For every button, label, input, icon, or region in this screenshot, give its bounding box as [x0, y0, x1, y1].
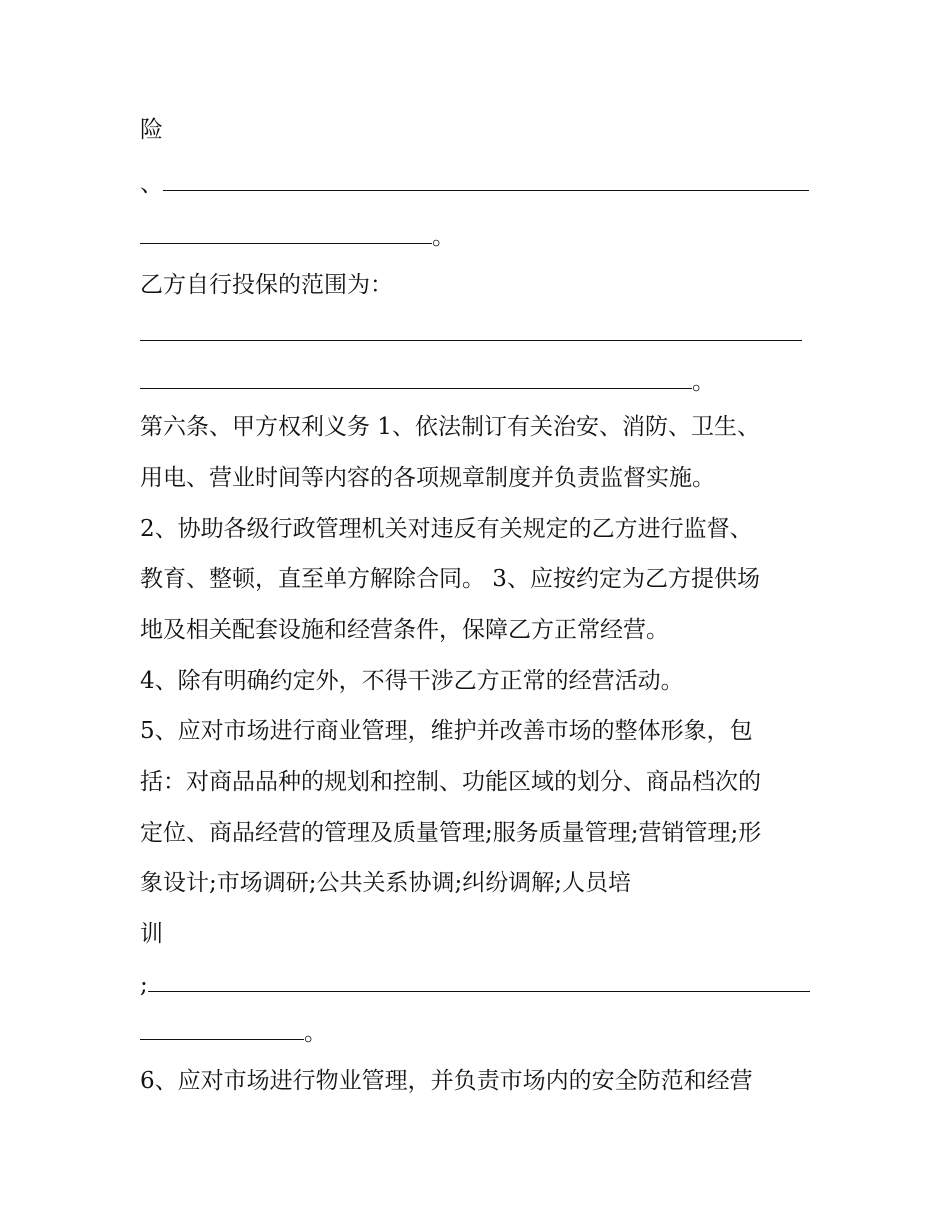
line-text: ; — [140, 972, 148, 998]
line-text: 象设计;市场调研;公共关系协调;纠纷调解;人员培 — [140, 870, 631, 896]
text-line — [140, 564, 760, 594]
blank-underline[interactable] — [140, 318, 802, 341]
text-line — [140, 463, 715, 493]
blank-underline[interactable] — [140, 221, 432, 244]
fill-in-line — [140, 318, 802, 348]
blank-underline[interactable] — [140, 1017, 304, 1040]
line-text: 。 — [432, 224, 455, 250]
text-line — [140, 412, 760, 442]
fill-in-line — [140, 1017, 327, 1047]
line-text: 教育、整顿，直至单方解除合同。 3、应按约定为乙方提供场 — [140, 566, 760, 592]
line-text: 险 — [140, 117, 163, 143]
line-text: 。 — [692, 369, 715, 395]
line-text: 括：对商品品种的规划和控制、功能区域的划分、商品档次的 — [140, 769, 761, 795]
blank-underline[interactable] — [140, 366, 692, 389]
text-line — [140, 767, 761, 797]
blank-underline[interactable] — [163, 168, 809, 191]
line-text: 第六条、甲方权利义务 1、依法制订有关治安、消防、卫生、 — [140, 414, 760, 440]
fill-in-line — [140, 366, 715, 396]
line-text: 4、除有明确约定外，不得干涉乙方正常的经营活动。 — [140, 668, 684, 694]
text-line — [140, 270, 393, 300]
blank-underline[interactable] — [148, 969, 810, 992]
fill-in-line — [140, 168, 809, 198]
text-line — [140, 818, 761, 848]
line-text: 地及相关配套设施和经营条件，保障乙方正常经营。 — [140, 617, 669, 643]
line-text: 乙方自行投保的范围为： — [140, 272, 393, 298]
line-text: 6、应对市场进行物业管理，并负责市场内的安全防范和经营 — [140, 1068, 753, 1094]
text-line — [140, 115, 163, 145]
text-line — [140, 666, 684, 696]
fill-in-line — [140, 221, 455, 251]
text-line — [140, 868, 631, 898]
text-line — [140, 1066, 753, 1096]
line-text: 。 — [304, 1020, 327, 1046]
line-text: 、 — [140, 171, 163, 197]
text-line — [140, 514, 753, 544]
line-text: 训 — [140, 921, 163, 947]
line-text: 2、协助各级行政管理机关对违反有关规定的乙方进行监督、 — [140, 516, 753, 542]
text-line — [140, 716, 753, 746]
fill-in-line — [140, 969, 810, 999]
line-text: 用电、营业时间等内容的各项规章制度并负责监督实施。 — [140, 465, 715, 491]
line-text: 定位、商品经营的管理及质量管理;服务质量管理;营销管理;形 — [140, 820, 762, 846]
text-line — [140, 919, 163, 949]
text-line — [140, 615, 669, 645]
line-text: 5、应对市场进行商业管理，维护并改善市场的整体形象，包 — [140, 718, 753, 744]
